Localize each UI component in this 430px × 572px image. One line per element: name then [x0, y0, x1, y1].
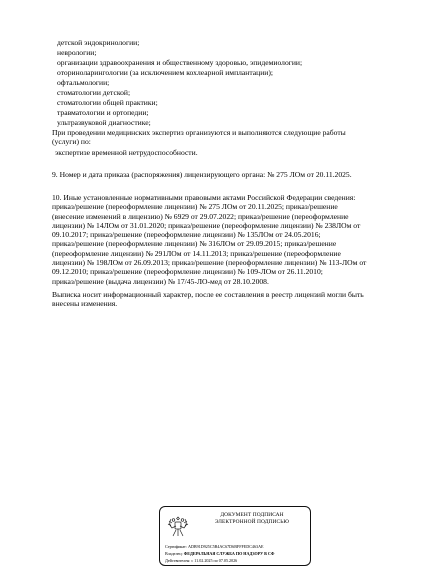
- stamp-title-line: ДОКУМЕНТ ПОДПИСАН: [220, 512, 284, 518]
- list-item: ультразвуковой диагностике;: [57, 118, 151, 127]
- text-line: приказ/решение (переоформление лицензии) № 275 ЛОм от 20.11.2025; приказ/решение: [52, 202, 338, 212]
- text-line: лицензии) № 198ЛОм от 26.09.2013; приказ/решение (переоформление лицензии) № 113-ЛОм от: [52, 258, 367, 268]
- expertise-intro: [52, 128, 397, 147]
- text-line: (услуги) по:: [52, 137, 91, 147]
- certificate-value: ADB91D925C5B4AC67D6BFFFEDC463AE: [188, 544, 264, 549]
- list-item: стоматологии детской;: [57, 88, 131, 97]
- section-10: [52, 193, 397, 286]
- text-line: приказ/решение (переоформление лицензии) № 316ЛОм от 29.09.2015; приказ/решение: [52, 239, 337, 249]
- list-item: детской эндокринологии;: [57, 38, 140, 47]
- owner-value: ФЕДЕРАЛЬНАЯ СЛУЖБА ПО НАДЗОРУ В СФ: [183, 551, 275, 556]
- validity-line: Действителен: с 11.02.2025 по 07.05.2026: [165, 558, 238, 563]
- list-item: стоматологии общей практики;: [57, 98, 158, 107]
- information-note: [52, 290, 397, 309]
- russian-coat-of-arms-icon: [165, 513, 191, 539]
- owner-label: Владелец:: [165, 551, 183, 556]
- list-item: травматологии и ортопедии;: [57, 108, 149, 117]
- text-line: лицензии) № 14ЛОм от 31.01.2020; приказ/решение (переоформление лицензии) № 238ЛОм от: [52, 220, 361, 230]
- stamp-title: [196, 512, 308, 525]
- text-line: При проведении медицинских экспертиз организуются и выполняются следующие работы: [52, 128, 346, 137]
- text-line: (переоформление лицензии) № 291ЛОм от 14.11.2013; приказ/решение (переоформление: [52, 248, 341, 258]
- list-item: оториноларингологии (за исключением кохлеарной имплантации);: [57, 68, 273, 77]
- text-line: 09.12.2010; приказ/решение (переоформление лицензии) № 109-ЛОм от 26.11.2010;: [52, 267, 323, 277]
- text-line: Выписка носит информационный характер, после ее составления в реестр лицензий могли быть: [52, 290, 364, 299]
- certificate-label: Сертификат:: [165, 544, 187, 549]
- text-line: 09.10.2017; приказ/решение (переоформление лицензии) № 135ЛОм от 24.05.2016;: [52, 230, 321, 240]
- text-line: 10. Иные установленные нормативными правовыми актами Российской Федерации сведения:: [52, 193, 356, 202]
- list-item: офтальмологии;: [57, 78, 110, 87]
- list-item: организации здравоохранения и общественному здоровью, эпидемиологии;: [57, 58, 303, 67]
- certificate-line: [165, 544, 264, 549]
- owner-line: [165, 551, 274, 556]
- text-line: внесены изменения.: [52, 299, 118, 309]
- list-item: неврологии;: [57, 48, 97, 57]
- section-9: 9. Номер и дата приказа (распоряжения) лицензирующего органа: № 275 ЛОм от 20.11.2025.: [52, 170, 352, 179]
- text-line: (внесение изменений в лицензию) № 6929 от 29.07.2022; приказ/решение (переоформление: [52, 211, 349, 221]
- stamp-title-line: ЭЛЕКТРОННОЙ ПОДПИСЬЮ: [214, 518, 290, 525]
- electronic-signature-stamp: [159, 506, 311, 566]
- text-line: приказ/решение (выдача лицензии) № 17/45-ЛО-мед от 28.10.2008.: [52, 276, 269, 286]
- expertise-item: экспертизе временной нетрудоспособности.: [55, 148, 198, 157]
